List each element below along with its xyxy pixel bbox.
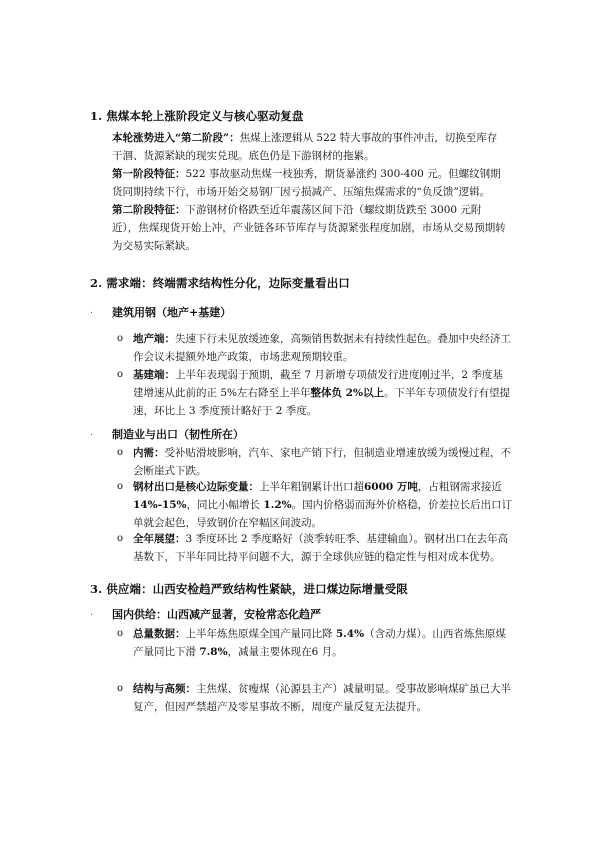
list-item	[133, 530, 513, 566]
subheading-manufacturing: 制造业与出口（韧性所在）	[112, 428, 244, 441]
list-item	[133, 478, 513, 532]
item-text: 受补贴滑坡影响，汽车、家电产销下行，但制造业增速放缓为缓慢过程，不会断崖式下跌。	[133, 447, 511, 477]
item-emphasis: 整体负 2%以上	[310, 387, 384, 399]
item-lead: 全年展望：	[133, 533, 186, 545]
section-1-heading: 1. 焦煤本轮上涨阶段定义与核心驱动复盘	[90, 109, 304, 123]
paragraph	[112, 165, 507, 201]
item-text: 主焦煤、贫瘦煤（沁源县主产）减量明显。受事故影响煤矿虽已大半复产，但因严禁超产及零星事故不断，周度产量反复无法提升。	[133, 683, 511, 713]
item-text: 。国内价格弱而海外价格稳，价差拉长后出口订单就会起色，导致钢价在窄幅区间波动。	[133, 499, 513, 529]
list-item	[133, 366, 513, 420]
bullet-marker: o	[117, 628, 124, 639]
item-lead: 基建端：	[133, 369, 175, 381]
item-text: ，同比小幅增长	[186, 499, 264, 511]
item-text: 上半年炼焦原煤全国产量同比降	[185, 628, 336, 640]
item-text: 上半年表现弱于预期，截至 7 月新增专项债发行进度刚过半，2 季度基建增速从此前的正 5%左右降至上半年	[133, 369, 503, 399]
item-text: 上半年粗钢累计出口超	[259, 481, 364, 493]
item-text: （含动力煤）。山西省炼焦原煤产量同比下滑	[133, 628, 506, 658]
list-marker: .	[90, 306, 93, 316]
item-lead: 总量数据：	[133, 628, 186, 640]
bullet-marker: o	[117, 369, 124, 380]
para-lead: 第二阶段特征：	[112, 204, 186, 216]
item-emphasis: 14%-15%	[133, 499, 187, 511]
para-lead: 第一阶段特征：	[112, 168, 186, 180]
para-text: 焦煤上涨逻辑从 522 特大事故的事件冲击，切换至库存干涸、货源紧缺的现实兑现。底色仍是下游钢材的拖累。	[112, 132, 498, 162]
para-text: 下游钢材价格跌至近年震荡区间下沿（螺纹期货跌至 3000 元附近），焦煤现货开始上冲，产业链各环节库存与货源紧张程度加剧，市场从交易预期转为交易实际紧缺。	[112, 204, 506, 252]
bullet-marker: o	[117, 683, 124, 694]
item-lead: 结构与高频：	[133, 683, 196, 695]
subheading-domestic-supply: 国内供给：山西减产显著，安检常态化趋严	[112, 608, 321, 621]
item-text: ，占粗钢需求接近	[417, 481, 502, 493]
section-1-body	[112, 129, 507, 255]
item-text: 失速下行未见放缓迹象，高频销售数据未有持续性起色。叠加中央经济工作会议未提额外地产政策，市场悲观预期较重。	[133, 333, 511, 363]
item-emphasis: 1.2%	[263, 499, 292, 511]
paragraph	[112, 129, 507, 165]
section-3-heading: 3. 供应端：山西安检趋严致结构性紧缺，进口煤边际增量受限	[90, 582, 408, 596]
item-lead: 内需：	[133, 447, 165, 459]
item-text: ，减量主要体现在6 月。	[227, 646, 343, 658]
bullet-marker: o	[117, 481, 124, 492]
bullet-marker: o	[117, 333, 124, 344]
item-emphasis: 6000 万吨	[364, 481, 418, 493]
item-emphasis: 5.4%	[335, 628, 365, 640]
item-text: 3 季度环比 2 季度略好（淡季转旺季、基建输血）。钢材出口在去年高基数下，下半年同比持平问题不大，源于全球供应链的稳定性与相对成本优势。	[133, 533, 509, 563]
para-text: 522 事故驱动焦煤一枝独秀，期货暴涨约 300-400 元。但螺纹钢期货同期持续下行，市场开始交易钢厂因亏损减产、压缩焦煤需求的“负反馈”逻辑。	[112, 168, 501, 198]
section-2-heading: 2. 需求端：终端需求结构性分化，边际变量看出口	[90, 276, 350, 290]
subheading-construction: 建筑用钢（地产+基建）	[112, 306, 232, 319]
item-lead: 钢材出口是核心边际变量：	[133, 481, 259, 493]
list-item	[133, 330, 513, 366]
list-marker: .	[90, 428, 93, 438]
item-emphasis: 7.8%	[199, 646, 228, 658]
item-text: 。下半年专项债发行有望提速，环比上 3 季度预计略好于 2 季度。	[133, 387, 510, 417]
item-lead: 地产端：	[133, 333, 175, 345]
list-item	[133, 625, 513, 661]
bullet-marker: o	[117, 533, 124, 544]
list-item	[133, 680, 513, 716]
list-marker: .	[90, 608, 93, 618]
para-lead: 本轮涨势进入“第二阶段”：	[112, 132, 240, 144]
list-item	[133, 444, 513, 480]
bullet-marker: o	[117, 447, 124, 458]
paragraph	[112, 201, 507, 255]
